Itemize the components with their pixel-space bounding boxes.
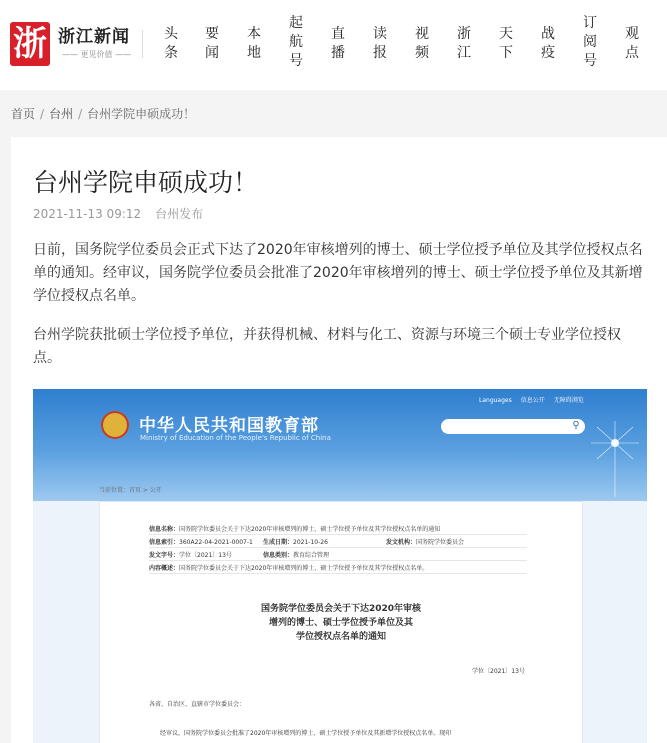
moe-subtitle: Ministry of Education of the People's Republic of China (140, 434, 331, 442)
nav-item-char: 江 (457, 45, 471, 61)
nav-item-char: 航 (289, 34, 303, 50)
brand-name[interactable]: 浙江新闻 (58, 27, 130, 47)
nav-item-char: 点 (625, 45, 639, 61)
breadcrumb-separator: / (78, 107, 83, 121)
nav-item[interactable] (456, 25, 472, 87)
doc-divider (149, 560, 527, 561)
nav-item[interactable] (246, 25, 262, 87)
article-paragraph: 台州学院获批硕士学位授予单位，并获得机械、材料与化工、资源与环境三个硕士专业学位授权点。 (33, 327, 621, 366)
doc-info-row: 信息类别：教育综合管理 (263, 552, 330, 559)
nav-item-char: 本 (247, 26, 261, 42)
article-source[interactable]: 台州发布 (155, 207, 204, 221)
nav-item[interactable] (414, 25, 430, 87)
nav-item-char: 订 (583, 15, 597, 31)
nav-item-char: 浙 (457, 26, 471, 42)
breadcrumb-current: 台州学院申硕成功！ (87, 107, 196, 121)
article-title: 台州学院申硕成功！ (33, 168, 259, 197)
doc-info-row: 信息索引：360A22-04-2021-0007-1 (149, 539, 253, 546)
nav-item-char: 下 (499, 45, 513, 61)
doc-number: 学位〔2021〕13号 (472, 668, 525, 675)
header-divider (142, 30, 143, 58)
moe-search-box (441, 419, 585, 434)
doc-info-row: 发文字号：学位〔2021〕13号 (149, 552, 232, 559)
nav-item[interactable] (288, 14, 304, 76)
moe-link: 信息公开 (520, 397, 545, 404)
nav-item[interactable] (372, 25, 388, 87)
nav-item[interactable] (163, 25, 179, 87)
doc-title-line: 学位授权点名单的通知 (295, 632, 386, 642)
nav-item-char: 闻 (205, 45, 219, 61)
nav-item-char: 要 (205, 26, 219, 42)
nav-item[interactable] (582, 14, 598, 76)
nav-item-char: 阅 (583, 34, 597, 50)
doc-divider (149, 534, 527, 535)
nav-item-char: 条 (164, 45, 178, 61)
doc-info-row: 生成日期：2021-10-26 (263, 539, 328, 546)
doc-divider (149, 573, 527, 574)
nav-item-char: 战 (541, 26, 555, 42)
breadcrumb-home[interactable]: 首页 (11, 107, 36, 121)
nav-item-char: 播 (331, 45, 345, 61)
site-header (0, 0, 667, 90)
doc-info-row: 内容概述：国务院学位委员会关于下达2020年审核增列的博士、硕士学位授予单位及其学位授权点名单。 (149, 565, 429, 572)
breadcrumb-separator: / (40, 107, 45, 121)
nav-item-char: 观 (625, 26, 639, 42)
article-date: 2021-11-13 09:12 (33, 207, 142, 221)
doc-title-line: 国务院学位委员会关于下达2020年审核 (260, 604, 422, 614)
article-paragraph: 日前，国务院学位委员会正式下达了2020年审核增列的博士、硕士学位授予单位及其学位授权点名单的通知。经审议，国务院学位委员会批准了2020年审核增列的博士、硕士学位授予单位及其新增学位授权点名单。 (33, 242, 643, 304)
nav-item-char: 报 (373, 45, 387, 61)
moe-top-links (479, 395, 593, 404)
nav-item[interactable] (624, 25, 640, 87)
doc-info-row: 发文机构：国务院学位委员会 (386, 539, 465, 546)
article-meta (33, 205, 203, 222)
nav-item[interactable] (540, 25, 556, 87)
nav-item-char: 号 (289, 53, 303, 69)
nav-item[interactable] (204, 25, 220, 87)
nav-item-char: 号 (583, 53, 597, 69)
nav-item-char: 视 (415, 26, 429, 42)
article-image (33, 389, 647, 743)
moe-title: 中华人民共和国教育部 (139, 416, 319, 436)
moe-link: Languages (479, 397, 512, 404)
nav-item[interactable] (330, 25, 346, 87)
doc-info-row: 信息名称：国务院学位委员会关于下达2020年审核增列的博士、硕士学位授予单位及其学位授权点名单的通知 (149, 526, 441, 533)
breadcrumb-section[interactable]: 台州 (49, 107, 74, 121)
article-card (11, 137, 667, 743)
doc-divider (149, 547, 527, 548)
moe-link: 无障碍浏览 (553, 397, 584, 404)
doc-breadcrumb: 当前位置：首页 > 公开 (99, 487, 162, 494)
search-icon: ⚲ (572, 420, 580, 431)
nav-item-char: 起 (289, 15, 303, 31)
brand-slogan: —— 更见价值 —— (62, 50, 132, 59)
nav-item-char: 直 (331, 26, 345, 42)
site-logo[interactable]: 浙 (10, 22, 50, 66)
doc-addressee: 各省、自治区、直辖市学位委员会： (149, 701, 246, 708)
national-emblem-icon (101, 411, 129, 439)
nav-item-char: 读 (373, 26, 387, 42)
dandelion-icon (585, 417, 645, 497)
nav-item[interactable] (498, 25, 514, 87)
nav-item-char: 地 (247, 45, 261, 61)
nav-item-char: 频 (415, 45, 429, 61)
nav-item-char: 头 (164, 26, 178, 42)
doc-body-line: 经审议，国务院学位委员会批准了2020年审核增列的博士、硕士学位授予单位及其新增学位授权点名单。现印 (160, 730, 452, 737)
nav-item-char: 疫 (541, 45, 555, 61)
breadcrumb (11, 105, 195, 122)
doc-title-line: 增列的博士、硕士学位授予单位及其 (268, 618, 413, 628)
document-panel (99, 501, 583, 743)
nav-item-char: 天 (499, 26, 513, 42)
